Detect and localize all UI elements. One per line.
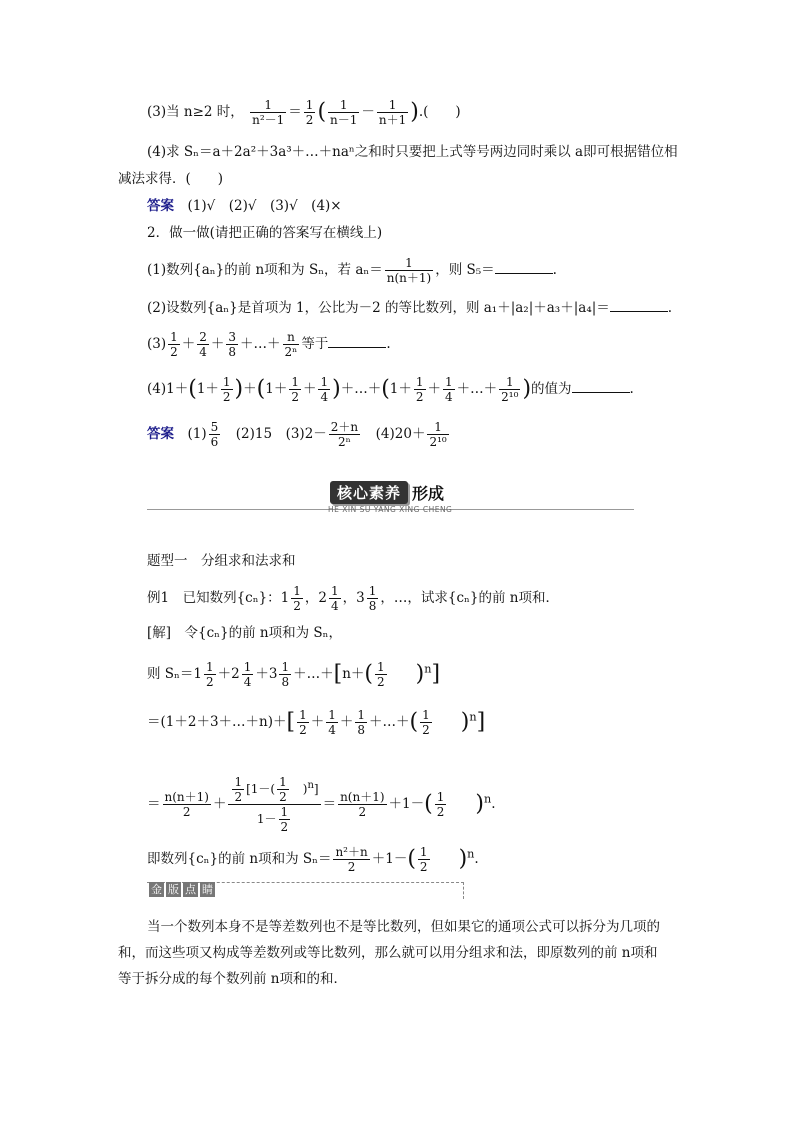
fraction: $\frac{1}{4}$ <box>243 660 252 689</box>
fraction: $\frac{1}{2}$ <box>419 845 428 874</box>
fraction: $\frac{1}{2}$ <box>205 660 214 689</box>
practice-3: (3) $\frac{1}{2}$ ＋ $\frac{2}{4}$ ＋ $\frac{3}{8}$ ＋…＋ $\frac{n}{\text{2ⁿ}}$ 等于 . <box>147 330 391 359</box>
fraction: $\frac{1}{8}$ <box>357 708 366 737</box>
section-pinyin: HE XIN SU YANG XING CHENG <box>328 505 453 514</box>
section-badge: 核心素养 <box>330 481 408 504</box>
practice-1: (1)数列{aₙ}的前 n项和为 Sₙ，若 aₙ＝ $\frac{1}{n(n+1)}$ ，则 S₅＝ . <box>147 256 557 285</box>
q4-line1: (4)求 Sₙ＝a＋2a²＋3a³＋…＋naⁿ之和时只要把上式等号两边同时乘以 a即可根据错位相 <box>147 144 678 160</box>
fraction: $\frac{1}{4}$ <box>331 584 339 613</box>
fraction: $\frac{n(n+1)}{2}$ <box>340 790 385 819</box>
fraction: $\frac{1}{4}$ <box>328 708 336 737</box>
note-tag: 金 版 点 睛 <box>151 883 213 896</box>
fraction: $\frac{1}{n-1}$ <box>330 98 358 127</box>
fraction: $\frac{1}{8}$ <box>368 584 377 613</box>
fraction: $\frac{2}{4}$ <box>199 330 207 359</box>
note-line-1: 当一个数列本身不是等差数列也不是等比数列，但如果它的通项公式可以拆分为几项的 <box>147 919 660 935</box>
fraction: $\frac{1}{n(n+1)}$ <box>386 256 432 285</box>
fraction: $\frac{1}{4}$ <box>445 375 453 404</box>
q3-line: (3)当 n≥2 时， $\frac{1}{\text{n²－1}}$ ＝ $\frac{1}{2}$ ( $\frac{1}{n-1}$ － $\frac{1}{n+1}$ ).( ) <box>147 98 461 127</box>
fraction: $\frac{1}{2}$ [1－( $\frac{1}{2}$ )$^n$] 1－ $\frac{1}{2}$ <box>228 775 320 834</box>
fraction: $\frac{1}{2}$ <box>299 708 307 737</box>
solution-line-3: ＝(1＋2＋3＋…＋n)＋[ $\frac{1}{2}$ ＋ $\frac{1}{4}$ ＋ $\frac{1}{8}$ ＋…＋( $\frac{1}{2}$ )$^n$] <box>147 708 486 737</box>
fraction: $\frac{3}{8}$ <box>228 330 237 359</box>
fraction: $\frac{n}{\text{2ⁿ}}$ <box>284 330 298 359</box>
solution-label: [解] 令{cₙ}的前 n项和为 Sₙ， <box>147 625 342 641</box>
fraction: $\frac{1}{2}$ <box>291 375 299 404</box>
type-heading: 题型一 分组求和法求和 <box>147 553 296 569</box>
note-line-3: 等于拆分成的每个数列前 n项和的和． <box>118 971 347 987</box>
fraction: $\frac{1}{2}$ <box>293 584 301 613</box>
note-line-2: 和，而这些项又构成等差数列或等比数列，那么就可以用分组求和法，即原数列的前 n项和 <box>118 945 658 961</box>
fraction: $\frac{1}{n+1}$ <box>378 98 407 127</box>
q4-line2: 减法求得．( ) <box>118 171 224 187</box>
answer-blank[interactable] <box>572 379 630 393</box>
practice-2: (2)设数列{aₙ}是首项为 1，公比为－2 的等比数列，则 a₁＋|a₂|＋a₃＋|a₄|＝ . <box>147 300 673 316</box>
fraction: $\frac{5}{6}$ <box>210 420 219 449</box>
fraction: $\frac{1}{\text{2¹⁰}}$ <box>501 375 519 404</box>
fraction: $\frac{1}{2}$ <box>170 330 178 359</box>
answer-2: 答案 (1) $\frac{5}{6}$ (2)15 (3)2－ $\frac{2+n}{\text{2ⁿ}}$ (4)20＋ $\frac{1}{\text{2¹⁰}}$ <box>147 420 447 449</box>
solution-conclusion: 即数列{cₙ}的前 n项和为 Sₙ＝ $\frac{\text{n²＋n}}{2}$ ＋1－( $\frac{1}{2}$ )$^n$. <box>147 845 479 874</box>
fraction: $\frac{1}{2}$ <box>376 660 385 689</box>
fraction: $\frac{1}{\text{2¹⁰}}$ <box>429 420 447 449</box>
practice-4: (4)1＋(1＋ $\frac{1}{2}$ )＋(1＋ $\frac{1}{2}$ ＋ $\frac{1}{4}$ )＋…＋(1＋ $\frac{1}{2}$ ＋ $\frac{1}{4}$ ＋…＋ $\frac{1}{\text{2¹⁰}}$ )的值为 . <box>147 375 634 404</box>
section-header <box>330 481 444 504</box>
fraction: $\frac{1}{4}$ <box>320 375 329 404</box>
answer-blank[interactable] <box>610 298 668 312</box>
answer-blank[interactable] <box>495 260 553 274</box>
answer-1: 答案 (1)√ (2)√ (3)√ (4)× <box>147 198 342 214</box>
fraction: $\frac{1}{8}$ <box>281 660 290 689</box>
answer-blank[interactable] <box>328 334 386 348</box>
fraction: $\frac{1}{2}$ <box>222 375 231 404</box>
fraction: $\frac{1}{2}$ <box>436 790 445 819</box>
section-word: 形成 <box>412 484 445 503</box>
section-2-title: 2．做一做(请把正确的答案写在横线上) <box>147 225 383 241</box>
fraction: $\frac{1}{2}$ <box>415 375 424 404</box>
fraction: $\frac{1}{\text{n²－1}}$ <box>252 98 285 127</box>
fraction: $\frac{n(n+1)}{2}$ <box>164 790 209 819</box>
fraction: $\frac{1}{2}$ <box>422 708 430 737</box>
example-1: 例1 已知数列{cₙ}：1 $\frac{1}{2}$ ，2 $\frac{1}{4}$ ，3 $\frac{1}{8}$ ，…，试求{cₙ}的前 n项和． <box>147 584 559 613</box>
fraction: $\frac{2+n}{\text{2ⁿ}}$ <box>330 420 359 449</box>
fraction: $\frac{\text{n²＋n}}{2}$ <box>335 845 368 874</box>
fraction: $\frac{1}{2}$ <box>305 98 314 127</box>
solution-line-2: 则 Sₙ＝1 $\frac{1}{2}$ ＋2 $\frac{1}{4}$ ＋3 $\frac{1}{8}$ ＋…＋[n＋( $\frac{1}{2}$ )$^n$] <box>147 660 441 689</box>
solution-line-4: ＝ $\frac{n(n+1)}{2}$ ＋ $\frac{1}{2}$ [1－( $\frac{1}{2}$ )$^n$] 1－ $\frac{1}{2}$ ＝ $\frac{n(n+1)}{2}$ ＋1－( $\frac{1}{2}$ )$^n$. <box>147 775 496 834</box>
